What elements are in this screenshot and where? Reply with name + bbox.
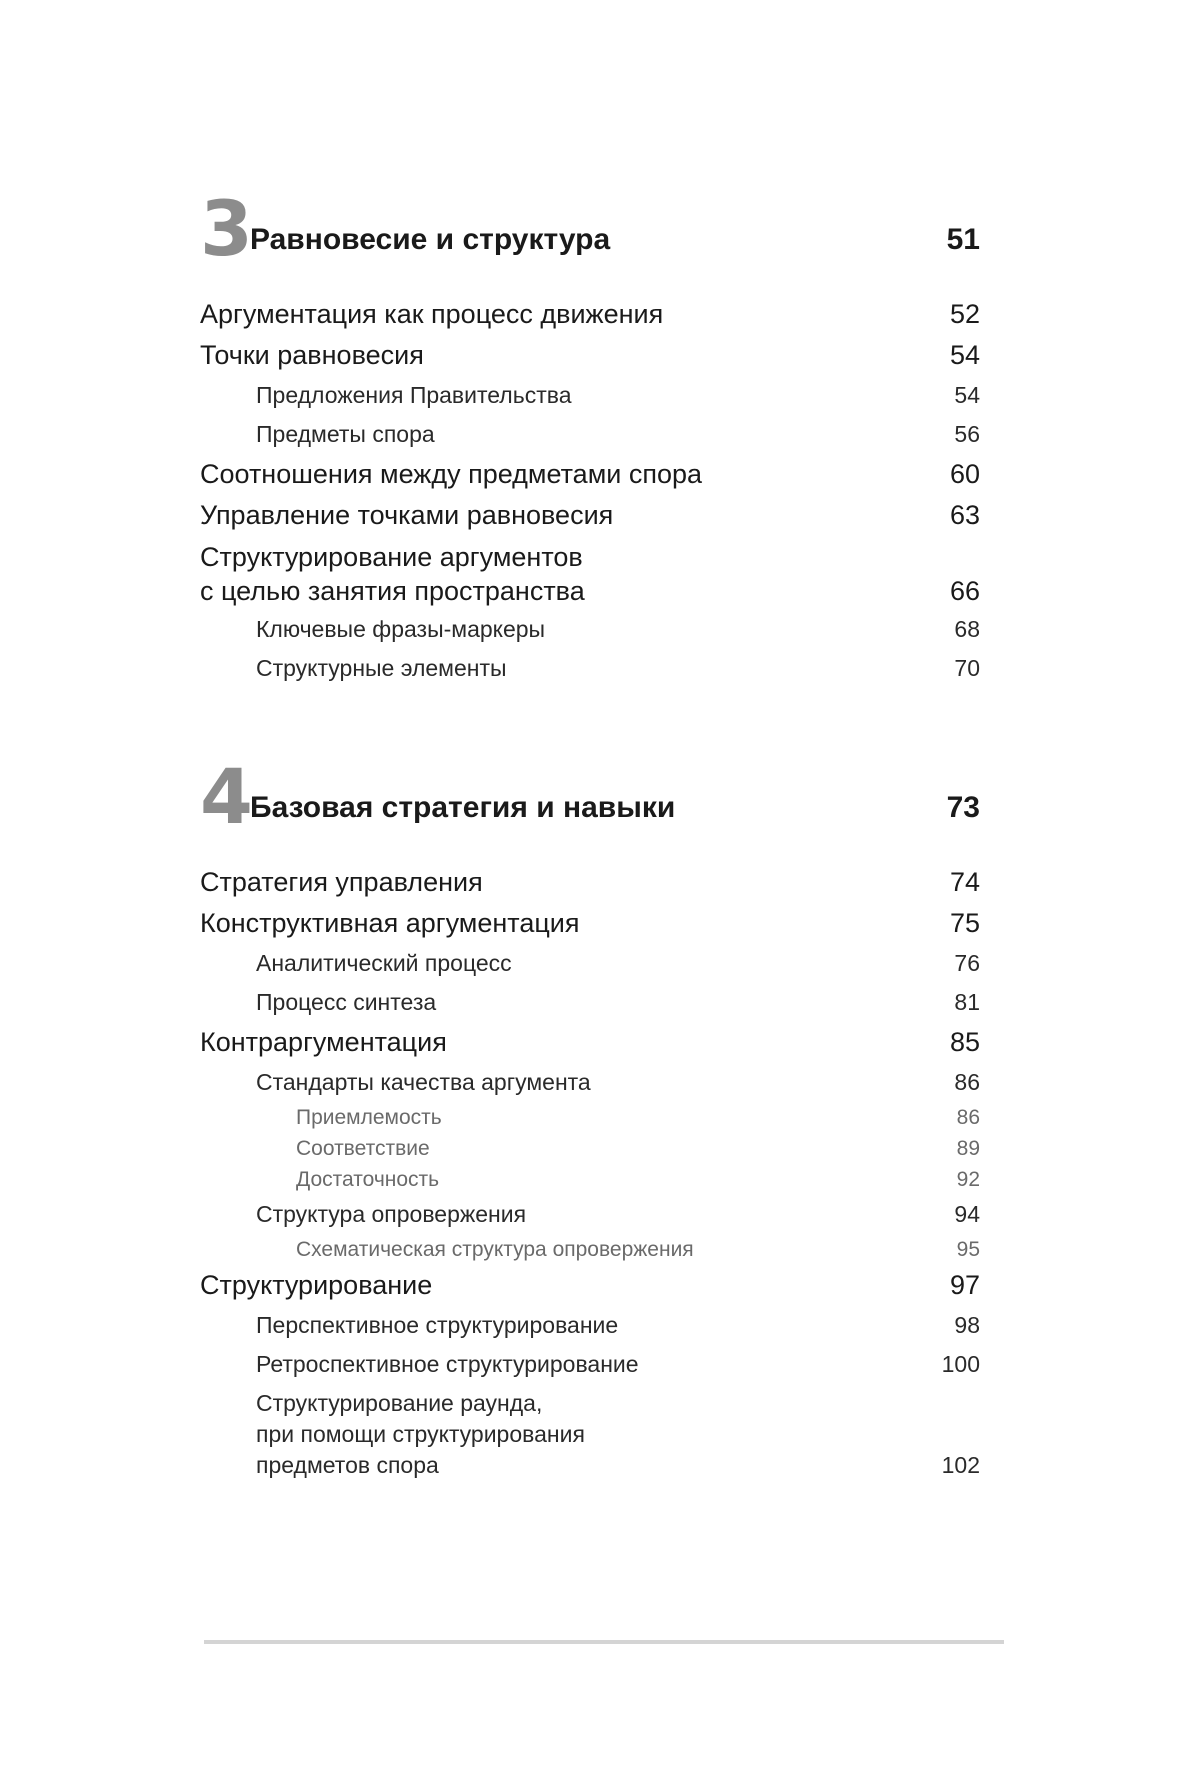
toc-entry-title: Предложения Правительства: [256, 382, 572, 408]
toc-entry-title: Процесс синтеза: [256, 989, 437, 1015]
toc-entry-page: 52: [949, 299, 980, 329]
chapter-number: 4: [200, 752, 251, 841]
toc-entry: [200, 1265, 980, 1306]
toc-entry-page: 100: [941, 1351, 980, 1377]
chapter-heading: [200, 184, 980, 273]
toc-entry-title: Аргументация как процесс движения: [200, 299, 664, 329]
toc-entry-title: Аналитический процесс: [256, 950, 512, 976]
chapter-entries: [200, 294, 980, 688]
toc-entry-title: Структура опровержения: [256, 1201, 527, 1227]
toc-entry-title: Соответствие: [296, 1137, 430, 1160]
toc-entry-page: 76: [954, 950, 980, 976]
chapter-number: 3: [200, 184, 251, 273]
toc-entry: [200, 1234, 980, 1265]
toc-entry: [200, 1022, 980, 1063]
toc-entry: [200, 1306, 980, 1345]
toc-entry: [200, 944, 980, 983]
toc-entry-title: Ретроспективное структурирование: [256, 1351, 639, 1377]
toc-entry-page: 66: [949, 576, 980, 606]
toc-entry: [200, 335, 980, 376]
toc-entry-title: Структурирование аргументов с целью занятия пространства: [200, 542, 585, 606]
chapter-3: [200, 184, 980, 688]
toc-entry: [200, 294, 980, 335]
toc-entry-title: Точки равновесия: [200, 340, 424, 370]
toc-entry: [200, 495, 980, 536]
toc-entry-page: 89: [956, 1137, 980, 1160]
toc-entry-title: Контраргументация: [200, 1027, 447, 1057]
toc-entry-page: 85: [949, 1027, 980, 1057]
toc-entry: [200, 1133, 980, 1164]
chapter-entries: [200, 862, 980, 1483]
toc-entry-page: 68: [954, 616, 980, 642]
toc-entry: [200, 536, 980, 610]
toc-entry: [200, 1195, 980, 1234]
toc-entry-page: 54: [954, 382, 980, 408]
chapter-4: [200, 752, 980, 1483]
toc-entry-title: Управление точками равновесия: [200, 500, 614, 530]
toc-entry-page: 95: [956, 1238, 980, 1261]
toc-entry-title: Структурирование: [200, 1270, 433, 1300]
toc-entry: [200, 903, 980, 944]
chapter-page-number: 51: [946, 223, 980, 256]
toc-entry: [200, 1063, 980, 1102]
chapter-title: Равновесие и структура: [250, 223, 611, 256]
toc-entry-page: 56: [954, 421, 980, 447]
toc-entry-page: 81: [954, 989, 980, 1015]
toc-entry-page: 86: [956, 1106, 980, 1129]
toc-entry-title: Стратегия управления: [200, 867, 483, 897]
toc-entry-title: Соотношения между предметами спора: [200, 459, 703, 489]
toc-entry: [200, 610, 980, 649]
toc-entry: [200, 1164, 980, 1195]
toc-entry-page: 102: [941, 1452, 980, 1478]
toc-entry: [200, 983, 980, 1022]
toc-entry-page: 63: [949, 500, 980, 530]
toc-entry-title: Схематическая структура опровержения: [296, 1238, 694, 1261]
toc-entry-page: 70: [954, 655, 980, 681]
chapter-heading: [200, 752, 980, 841]
toc-entry-page: 86: [954, 1069, 980, 1095]
chapter-title: Базовая стратегия и навыки: [250, 791, 676, 824]
toc-entry: [200, 1345, 980, 1384]
toc-entry-page: 54: [949, 340, 980, 370]
toc-entry-title: Предметы спора: [256, 421, 435, 447]
toc-entry-title: Структурирование раунда, при помощи структурирования предметов спора: [256, 1390, 585, 1478]
toc-entry: [200, 1384, 980, 1483]
toc-entry-title: Ключевые фразы-маркеры: [256, 616, 546, 642]
toc-entry-page: 94: [954, 1201, 980, 1227]
toc-entry: [200, 415, 980, 454]
toc-entry: [200, 376, 980, 415]
toc-entry-title: Перспективное структурирование: [256, 1312, 619, 1338]
toc-entry-page: 97: [949, 1270, 980, 1300]
toc-entry-title: Конструктивная аргументация: [200, 908, 580, 938]
toc-entry-page: 75: [949, 908, 980, 938]
toc-entry: [200, 454, 980, 495]
toc-entry-title: Стандарты качества аргумента: [256, 1069, 591, 1095]
toc-entry: [200, 649, 980, 688]
toc-entry: [200, 862, 980, 903]
toc-entry-title: Структурные элементы: [256, 655, 507, 681]
footer-divider: [204, 1640, 1004, 1644]
toc-entry-title: Достаточность: [296, 1168, 440, 1191]
toc-entry-page: 92: [956, 1168, 980, 1191]
chapter-page-number: 73: [946, 791, 980, 824]
toc-entry-page: 98: [954, 1312, 980, 1338]
toc-entry: [200, 1102, 980, 1133]
toc-entry-title: Приемлемость: [296, 1106, 442, 1129]
toc-entry-page: 60: [949, 459, 980, 489]
toc-entry-page: 74: [949, 867, 980, 897]
